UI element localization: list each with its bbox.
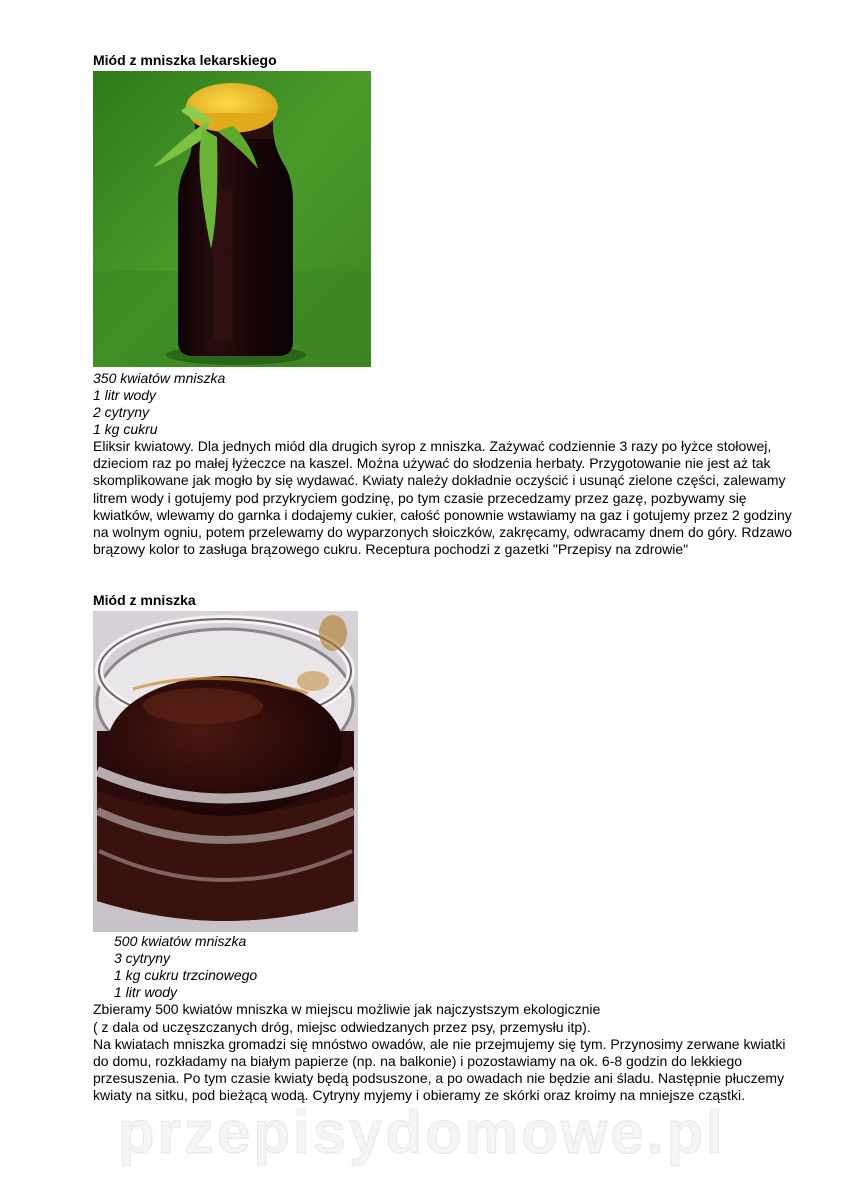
recipe-1-instructions: Eliksir kwiatowy. Dla jednych miód dla drugich syrop z mniszka. Zażywać codziennie 3 razy po łyżce stołowej, dzieciom raz po małej łyżeczce na kaszel. Można używać do słodzenia herbaty. Przygotowanie nie jest aż tak skomplikowane jak mogło by się wydawać. Kwiaty należy dokładnie oczyścić i usunąć zielone części, zalewamy litrem wody i gotujemy pod przykryciem godzinę, po tym czasie przecedzamy przez gazę, pozbywamy się kwiatków, wlewamy do garnka i dodajemy cukier, całość ponownie wstawiamy na gaz i gotujemy przez 2 godziny na wolnym ogniu, potem przelewamy do wyparzonych słoiczków, zakręcamy, odwracamy dnem do góry. Rdzawo brązowy kolor to zasługa brązowego cukru. Receptura pochodzi z gazetki "Przepisy na zdrowie" bbox=[93, 438, 793, 558]
recipe-2-title: Miód z mniszka bbox=[93, 592, 196, 609]
ingredient-item: 350 kwiatów mniszka bbox=[93, 370, 226, 386]
ingredient-item: 2 cytryny bbox=[93, 404, 150, 420]
ingredient-item: 1 kg cukru trzcinowego bbox=[114, 967, 258, 984]
ingredient-item: 3 cytryny bbox=[114, 950, 171, 967]
recipe-2-ingredients-list bbox=[93, 933, 793, 1001]
document-page bbox=[93, 52, 793, 1105]
recipe-1-ingredients-list bbox=[93, 370, 793, 438]
ingredient-item: 500 kwiatów mniszka bbox=[114, 933, 247, 950]
ingredient-item: 1 litr wody bbox=[114, 984, 178, 1001]
recipe-1-title: Miód z mniszka lekarskiego bbox=[93, 52, 277, 68]
ingredient-item: 1 litr wody bbox=[93, 387, 157, 403]
recipe-2-paragraph-2: ( z dala od uczęszczanych dróg, miejsc odwiedzanych przez psy, przemysłu itp). bbox=[93, 1018, 591, 1035]
recipe-2-paragraph-3: Na kwiatach mniszka gromadzi się mnóstwo owadów, ale nie przejmujemy się tym. Przynosimy zerwane kwiatki do domu, rozkładamy na białym papierze (np. na balkonie) i pozostawiamy na ok. 6-8 godzin do lekkiego przesuszenia. Po tym czasie kwiaty będą podsuszone, a po owadach nie będzie ani śladu. Następnie płuczemy kwiaty na sitku, pod bieżącą wodą. Cytryny myjemy i obieramy ze skórki oraz kroimy na mniejsze cząstki. bbox=[93, 1035, 786, 1104]
honey-bottle-image bbox=[93, 71, 371, 367]
site-watermark: przepisydomowe.pl bbox=[118, 1099, 726, 1166]
recipe-1-photo-honey-bottle bbox=[93, 71, 371, 367]
ingredient-item: 1 kg cukru bbox=[93, 421, 158, 437]
recipe-2-photo-honey-jar bbox=[93, 611, 358, 932]
honey-jar-image bbox=[93, 611, 358, 932]
recipe-2-paragraph-1: Zbieramy 500 kwiatów mniszka w miejscu możliwie jak najczystszym ekologicznie bbox=[93, 1001, 601, 1018]
